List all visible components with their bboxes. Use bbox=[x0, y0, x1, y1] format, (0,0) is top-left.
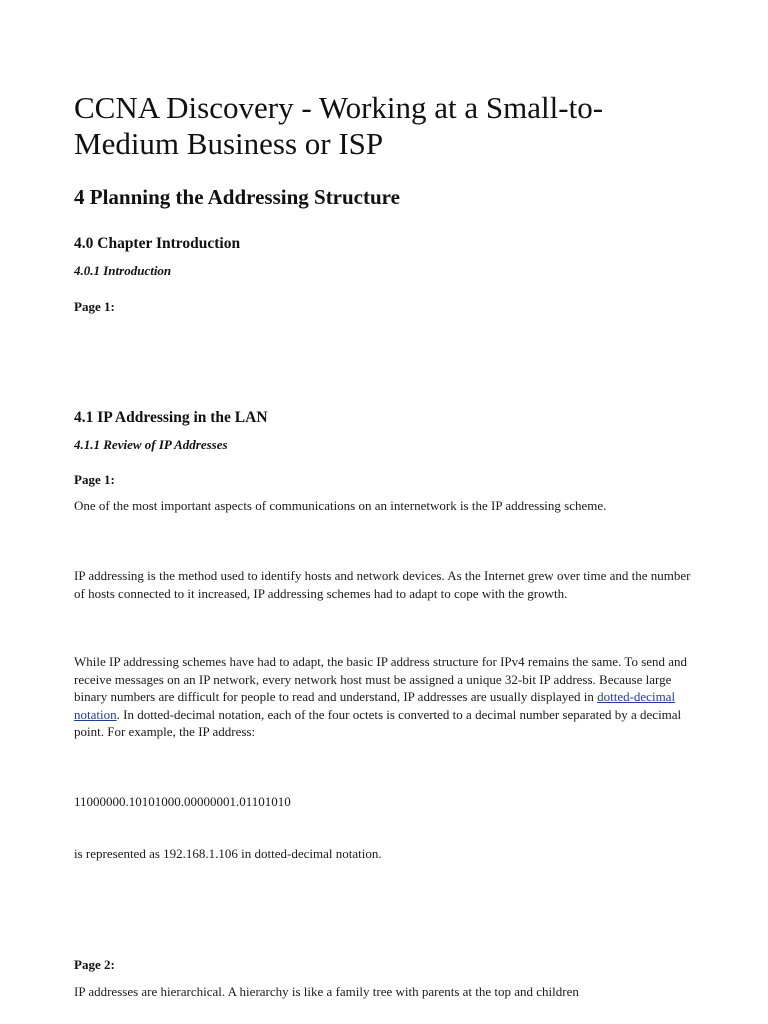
page-label-4-0-1-page-1: Page 1: bbox=[74, 299, 115, 314]
page-label-4-1-1-page-1: Page 1: bbox=[74, 472, 115, 487]
section-heading-4-0: 4.0 Chapter Introduction bbox=[74, 235, 241, 252]
chapter-heading: 4 Planning the Addressing Structure bbox=[74, 185, 400, 209]
subsection-heading-4-0-1: 4.0.1 Introduction bbox=[74, 263, 172, 278]
document-title: CCNA Discovery - Working at a Small-to-Medium Business or ISP bbox=[74, 90, 604, 161]
paragraph-dotted-decimal-example: is represented as 192.168.1.106 in dotted-decimal notation. bbox=[74, 846, 382, 861]
paragraph-ipv4-text-end: . In dotted-decimal notation, each of the four octets is converted to a decimal number separated by a decimal point. For example, the IP address: bbox=[74, 706, 682, 739]
paragraph-addressing-importance: One of the most important aspects of communications on an internetwork is the IP addressing scheme. bbox=[74, 498, 607, 513]
page-label-4-1-1-page-2: Page 2: bbox=[74, 957, 115, 972]
paragraph-addressing-method: IP addressing is the method used to identify hosts and network devices. As the Internet grew over time and the number of hosts connected to it increased, IP addressing schemes had to adapt to cope with the growth. bbox=[74, 568, 691, 601]
binary-ip-address: 11000000.10101000.00000001.01101010 bbox=[74, 794, 291, 809]
paragraph-ipv4-text-start: While IP addressing schemes have had to adapt, the basic IP address structure for IPv4 remains the same. To send and receive messages on an IP network, every network host must be assigned a unique 32-bit IP address. Because large binary numbers are difficult for people to read and understand, IP addresses are usually displayed in bbox=[74, 654, 688, 704]
paragraph-ipv4-structure bbox=[74, 653, 698, 741]
paragraph-hierarchical-addresses: IP addresses are hierarchical. A hierarchy is like a family tree with parents at the top and children bbox=[74, 984, 579, 999]
dotted-decimal-notation-link[interactable]: dotted-decimal notation bbox=[74, 689, 676, 722]
subsection-heading-4-1-1: 4.1.1 Review of IP Addresses bbox=[74, 437, 228, 452]
section-heading-4-1: 4.1 IP Addressing in the LAN bbox=[74, 409, 268, 426]
